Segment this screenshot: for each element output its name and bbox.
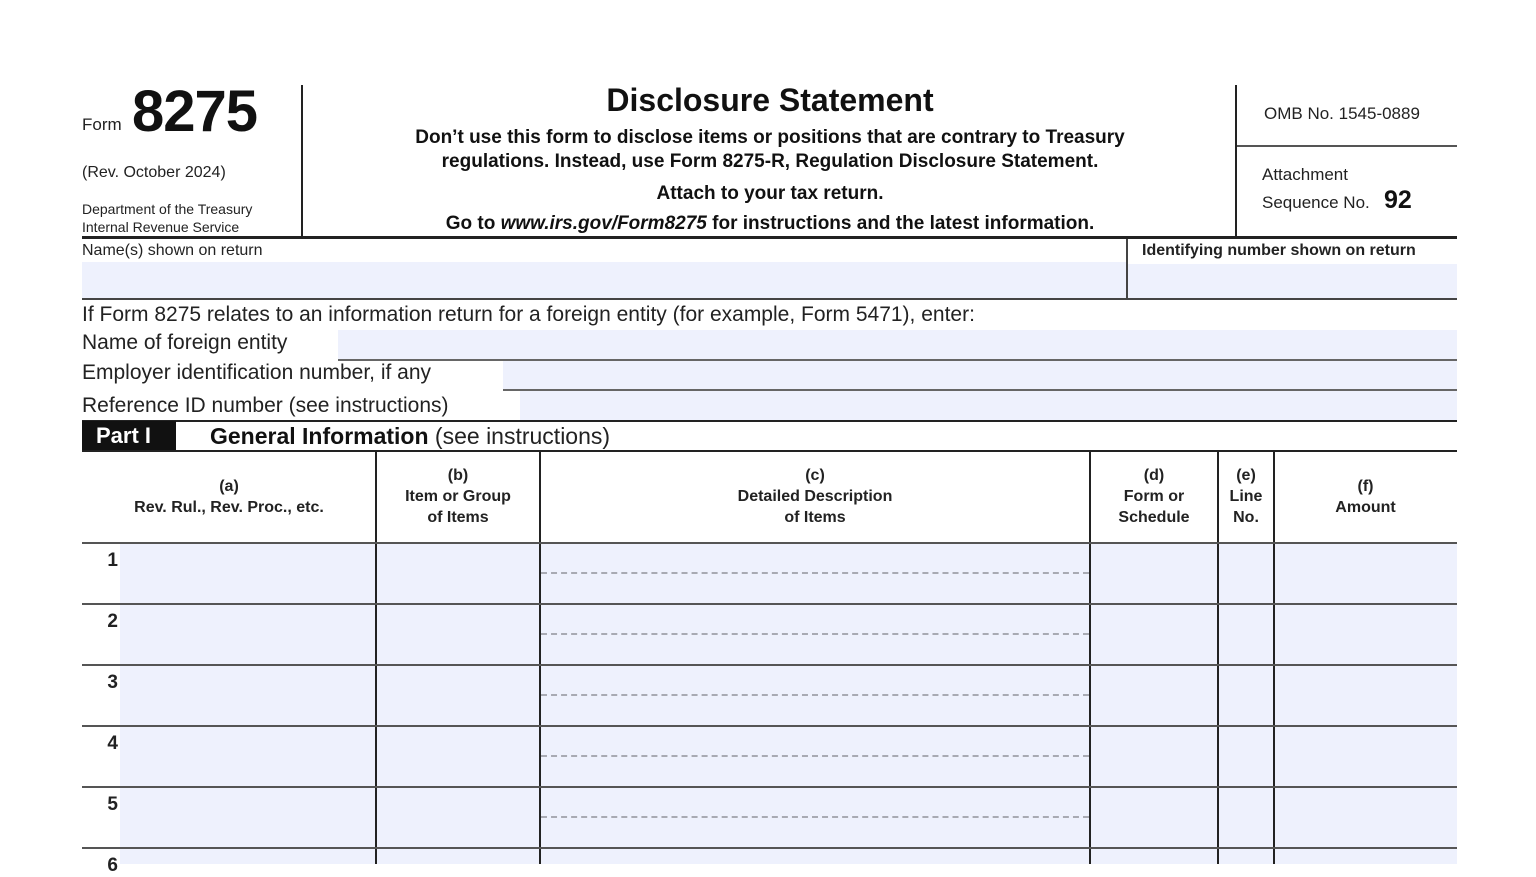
reference-id-field[interactable]	[520, 391, 1457, 420]
id-number-label: Identifying number shown on return	[1142, 242, 1416, 259]
form-revision: (Rev. October 2024)	[82, 164, 226, 181]
dotted-line	[541, 633, 1089, 635]
cell-f-1[interactable]	[1275, 544, 1457, 603]
dotted-line	[541, 755, 1089, 757]
part1-title-main: General Information	[210, 423, 429, 449]
omb-divider	[1237, 145, 1457, 147]
attachment-label: Attachment	[1262, 165, 1348, 184]
header-divider-left	[301, 85, 303, 237]
col-f-title: Amount	[1335, 499, 1396, 516]
part1-title-suffix: (see instructions)	[428, 423, 611, 449]
attach-note: Attach to your tax return.	[656, 183, 884, 204]
cell-a-1[interactable]	[120, 544, 375, 603]
col-b-title1: Item or Group	[405, 488, 511, 505]
col-a-letter: (a)	[219, 478, 239, 495]
cell-e-5[interactable]	[1219, 788, 1273, 847]
cell-e-4[interactable]	[1219, 727, 1273, 786]
col-e-title1: Line	[1229, 488, 1263, 505]
department	[82, 200, 252, 236]
col-d-title2: Schedule	[1118, 509, 1190, 526]
col-e-title2: No.	[1233, 509, 1259, 526]
cell-b-4[interactable]	[377, 727, 539, 786]
cell-a-3[interactable]	[120, 666, 375, 725]
col-d-title1: Form or	[1123, 488, 1185, 505]
col-c-title1: Detailed Description	[737, 488, 893, 505]
row-number: 2	[107, 611, 118, 632]
ein-label: Employer identification number, if any	[82, 361, 432, 384]
id-number-field[interactable]	[1128, 264, 1457, 298]
part1-title	[210, 421, 610, 451]
sequence-number: 92	[1384, 186, 1412, 214]
row-number: 4	[107, 733, 118, 754]
goto-instructions	[304, 213, 1236, 235]
department-line1: Department of the Treasury	[82, 201, 253, 217]
col-e-letter: (e)	[1236, 467, 1256, 484]
row-number: 5	[107, 794, 118, 815]
dotted-line	[541, 816, 1089, 818]
goto-prefix: Go to	[445, 213, 501, 234]
ein-field[interactable]	[503, 361, 1457, 390]
dotted-line	[541, 694, 1089, 696]
foreign-entity-name-field[interactable]	[338, 330, 1457, 360]
cell-f-2[interactable]	[1275, 605, 1457, 664]
cell-e-6[interactable]	[1219, 849, 1273, 864]
goto-suffix: for instructions and the latest information.	[706, 213, 1095, 234]
col-b-letter: (b)	[447, 467, 469, 484]
part1-badge: Part I	[82, 421, 176, 451]
row-number: 3	[107, 672, 118, 693]
cell-b-6[interactable]	[377, 849, 539, 864]
cell-f-5[interactable]	[1275, 788, 1457, 847]
subtitle-line1: Don’t use this form to disclose items or positions that are contrary to Treasury	[415, 127, 1125, 148]
col-header-b	[376, 465, 540, 528]
cell-e-2[interactable]	[1219, 605, 1273, 664]
cell-a-2[interactable]	[120, 605, 375, 664]
header-bottom-rule	[82, 236, 1457, 239]
foreign-entity-name-label: Name of foreign entity	[82, 331, 288, 354]
col-d-letter: (d)	[1143, 467, 1165, 484]
cell-f-4[interactable]	[1275, 727, 1457, 786]
col-header-a	[82, 476, 376, 518]
form-title: Disclosure Statement	[606, 82, 934, 118]
reference-id-label: Reference ID number (see instructions)	[82, 394, 449, 417]
col-b-title2: of Items	[427, 509, 489, 526]
col-header-d	[1090, 465, 1218, 528]
cell-a-6[interactable]	[120, 849, 375, 864]
col-header-c	[540, 465, 1090, 528]
cell-b-5[interactable]	[377, 788, 539, 847]
cell-b-3[interactable]	[377, 666, 539, 725]
col-c-letter: (c)	[805, 467, 825, 484]
col-f-letter: (f)	[1357, 478, 1374, 495]
dotted-line	[541, 572, 1089, 574]
irs-link[interactable]: www.irs.gov/Form8275	[500, 213, 707, 234]
cell-b-1[interactable]	[377, 544, 539, 603]
cell-d-5[interactable]	[1091, 788, 1217, 847]
taxpayer-bottom-rule	[82, 298, 1457, 300]
form-subtitle	[304, 126, 1236, 174]
cell-d-3[interactable]	[1091, 666, 1217, 725]
cell-c-6[interactable]	[541, 849, 1089, 864]
cell-e-1[interactable]	[1219, 544, 1273, 603]
sequence-label: Sequence No.	[1262, 193, 1370, 212]
cell-d-2[interactable]	[1091, 605, 1217, 664]
foreign-entity-intro: If Form 8275 relates to an information return for a foreign entity (for example, Form 5471), enter:	[82, 303, 975, 326]
cell-a-5[interactable]	[120, 788, 375, 847]
cell-f-3[interactable]	[1275, 666, 1457, 725]
cell-d-1[interactable]	[1091, 544, 1217, 603]
cell-b-2[interactable]	[377, 605, 539, 664]
form-word: Form	[82, 115, 122, 134]
omb-number: OMB No. 1545-0889	[1264, 104, 1420, 123]
form-number: 8275	[132, 79, 258, 144]
row-number: 1	[107, 550, 118, 571]
cell-d-6[interactable]	[1091, 849, 1217, 864]
names-field[interactable]	[82, 262, 1126, 298]
names-label: Name(s) shown on return	[82, 242, 263, 259]
cell-e-3[interactable]	[1219, 666, 1273, 725]
col-header-f	[1274, 476, 1457, 518]
col-a-title: Rev. Rul., Rev. Proc., etc.	[134, 499, 324, 516]
row-number: 6	[107, 855, 118, 876]
col-header-e	[1218, 465, 1274, 528]
cell-f-6[interactable]	[1275, 849, 1457, 864]
col-c-title2: of Items	[784, 509, 846, 526]
cell-d-4[interactable]	[1091, 727, 1217, 786]
subtitle-line2: regulations. Instead, use Form 8275-R, Regulation Disclosure Statement.	[441, 151, 1099, 172]
part1-rule	[82, 450, 1457, 452]
department-line2: Internal Revenue Service	[82, 219, 240, 235]
cell-a-4[interactable]	[120, 727, 375, 786]
